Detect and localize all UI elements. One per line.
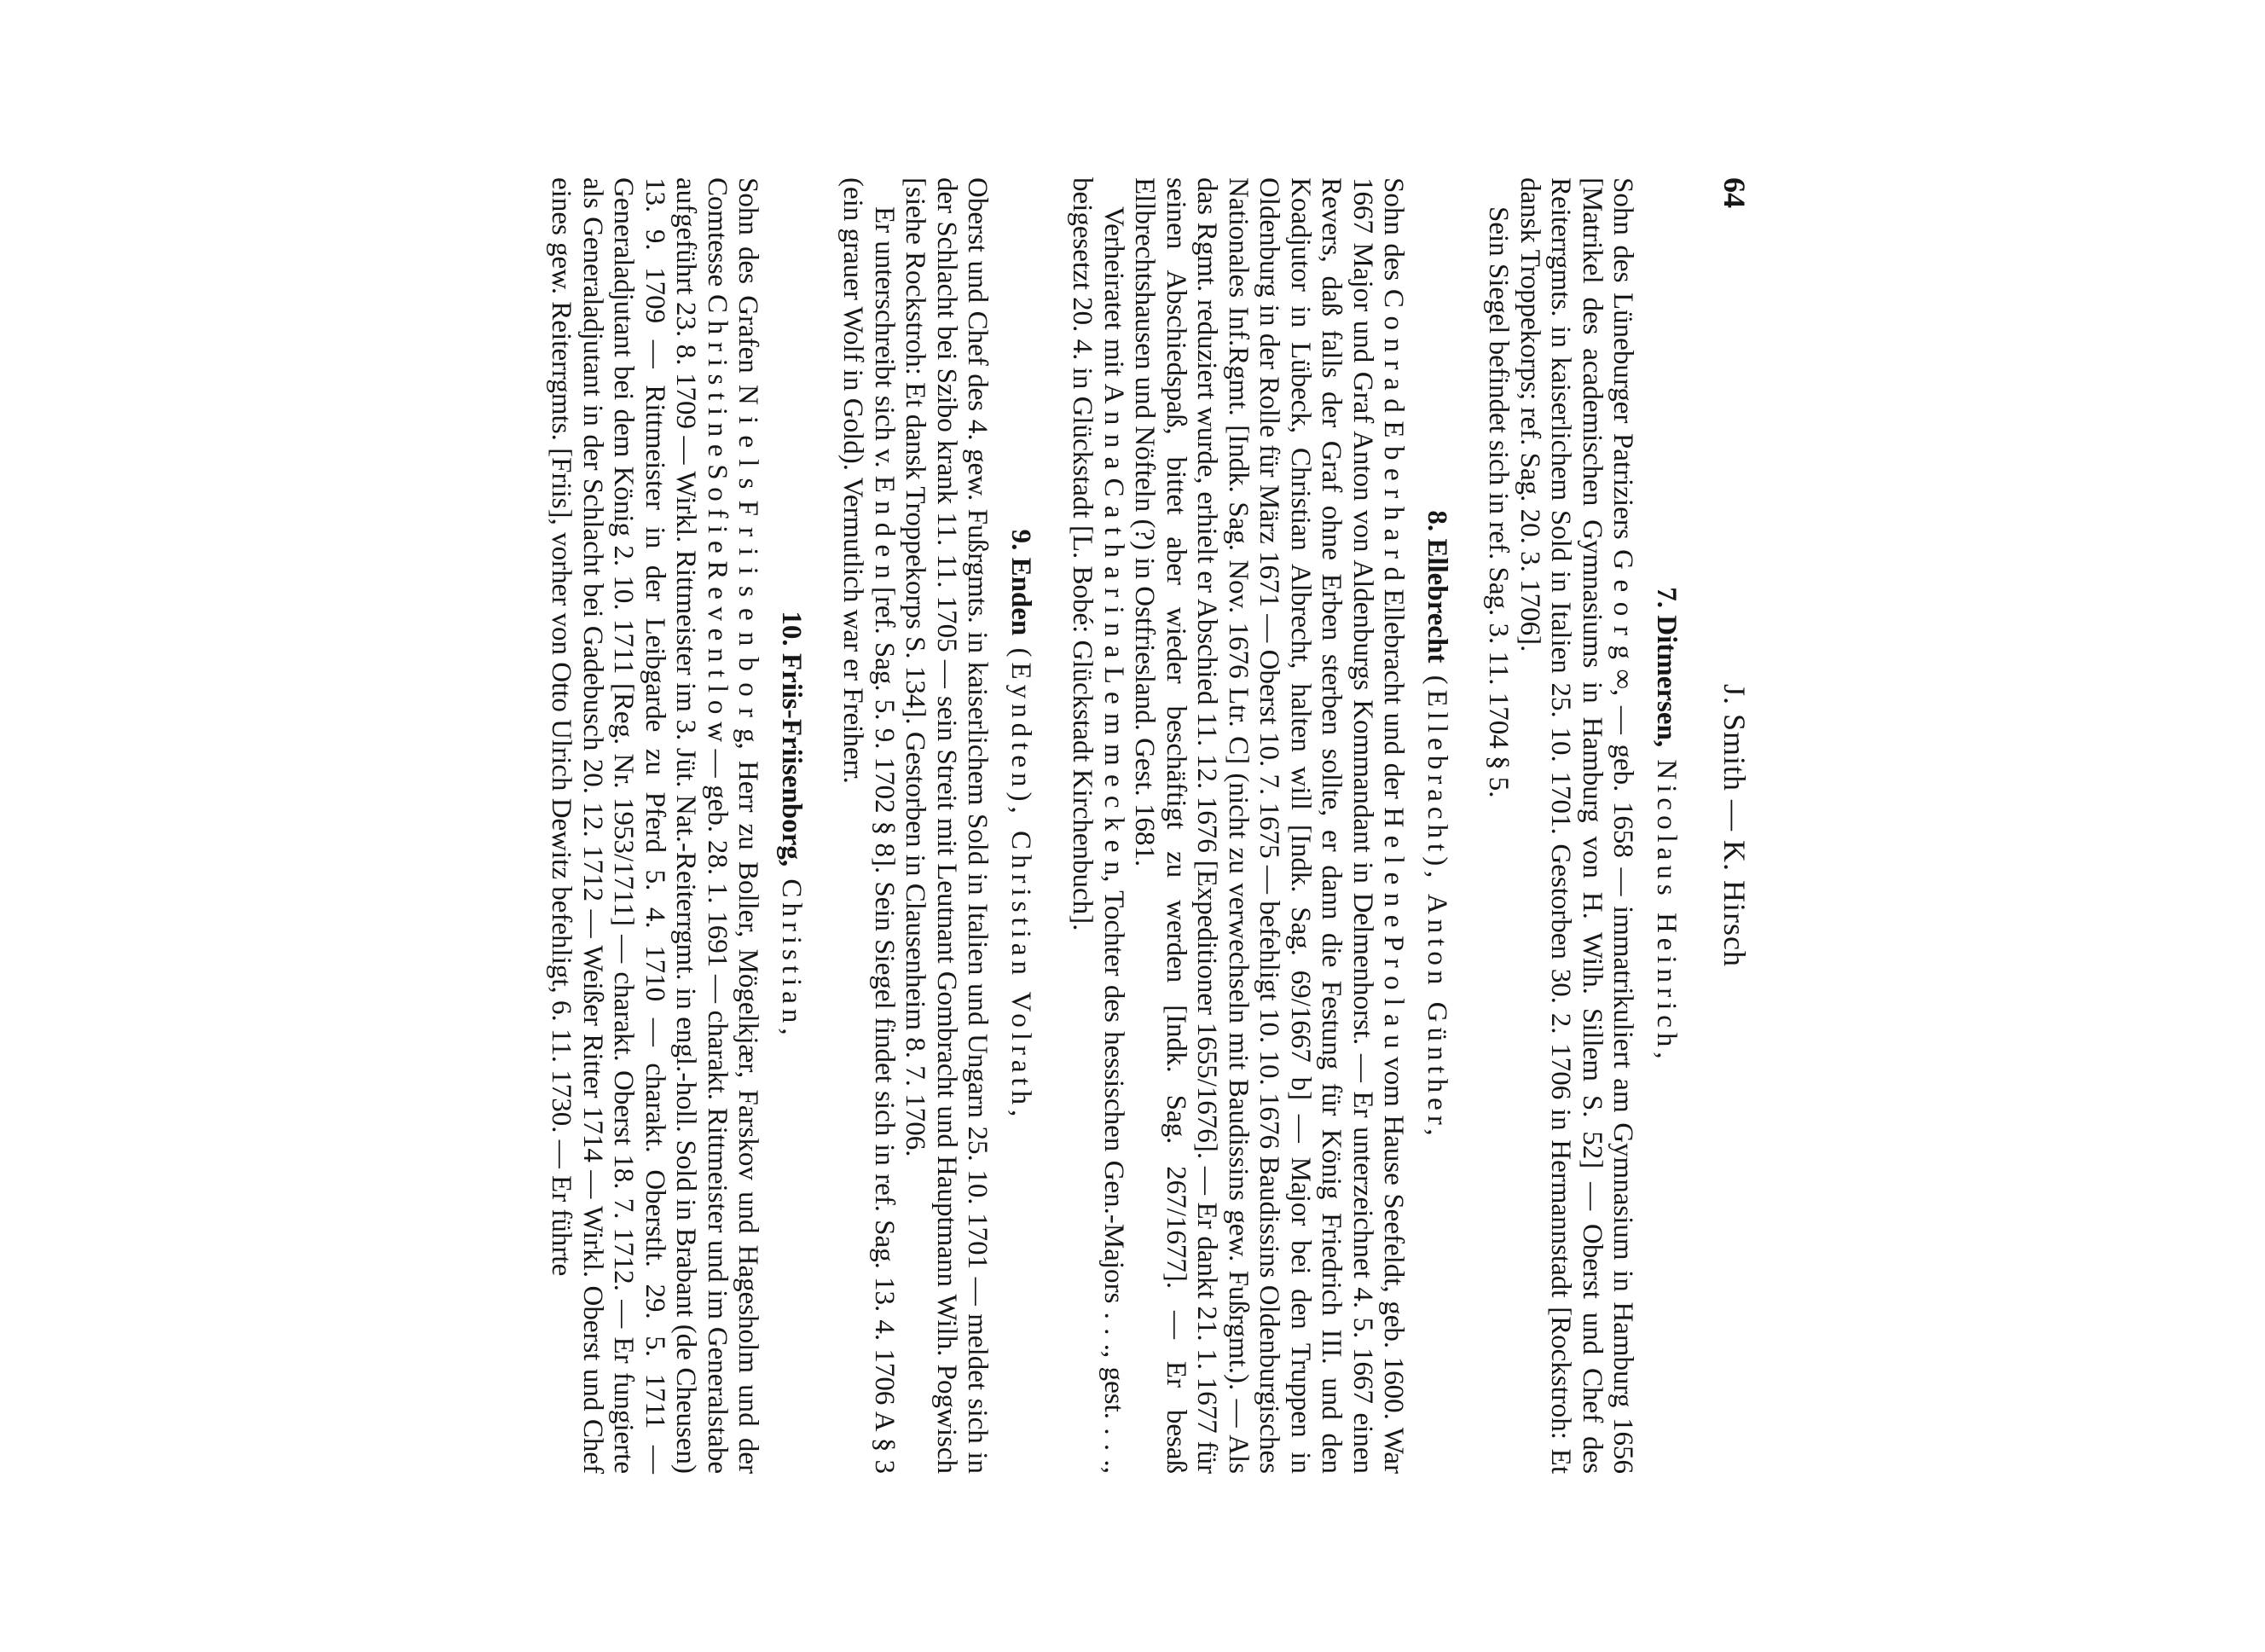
- entry-paragraph: Sein Siegel befindet sich in ref. Sag. 3. 11. 1704 § 5.: [1483, 206, 1515, 798]
- entry-ellebrecht: [1067, 177, 1452, 1474]
- entry-surname: Ellebrecht: [1422, 538, 1452, 664]
- entry-enden: [837, 177, 1036, 1474]
- entry-paragraph: Sohn des C o n r a d E b e r h a r d Ellebracht und der H e l e n e P r o l a u vom Hause Seefeldt, geb. 1600. War 1667 Major und Graf Anton von Aldenburgs Kommandant in Delmenhorst. — Er unterzeichnet 4. 5. 1667 einen Revers, daß falls der Graf ohne Erben sterben sollte, er dann die Festung für König Friedrich III. und den Koadjutor in Lübeck, Christian Albrecht, halten will [Indk. Sag. 69/1667 b] — Major bei den Truppen in Oldenburg in der Rolle für März 1671 — Oberst 10. 7. 1675 — befehligt 10. 10. 1676 Baudissins Oldenburgisches Nationales Inf.Rgmt. [Indk. Sag. Nov. 1676 Ltr. C] (nicht zu verwechseln mit Baudissins gew. Fußrgmt.). — Als das Rgmt. reduziert wurde, erhielt er Abschied 11. 12. 1676 [Expeditioner 1655/1676]. — Er dankt 21. 1. 1677 für seinen Abschiedspaß, bittet aber wieder beschäftigt zu werden [Indk. Sag. 267/1677]. — Er besaß Ellbrechtshausen und Nöfteln (?) in Ostfriesland. Gest. 1681.: [1129, 177, 1410, 1474]
- entry-number: 8.: [1422, 510, 1452, 532]
- page-number: 64: [1718, 177, 1752, 208]
- running-head-authors: J. Smith — K. Hirsch: [1718, 683, 1752, 967]
- entry-given-names: (Ellebracht), Anton Günther,: [1422, 663, 1452, 1141]
- entry-ditmersen: [1483, 177, 1682, 1474]
- entry-paragraph: Oberst und Chef des 4. gew. Fußrgmts. in kaiserlichem Sold in Italien und Ungarn 25. 10. 1701 — meldet sich in der Schlacht bei Szibo krank 11. 11. 1705 — sein Streit mit Leutnant Gombracht und Hauptmann Wilh. Pogwisch [siehe Rockstroh: Et dansk Troppekorps S. 134]. Gestorben in Clausenheim 8. 7. 1706.: [900, 177, 993, 1474]
- entry-friis-friisenborg: [546, 177, 807, 1474]
- entry-paragraph: Er unterschreibt sich v. E n d e n [ref. Sag. 5. 9. 1702 § 8]. Sein Siegel findet sich in ref. Sag. 13. 4. 1706 A § 3 (ein grauer Wolf in Gold). Vermutlich war er Freiherr.: [837, 177, 900, 1474]
- entry-given-names: Christian,: [776, 867, 807, 1040]
- entry-heading: [1651, 177, 1683, 1474]
- entry-surname: Friis-Friisenborg,: [776, 652, 807, 867]
- entry-heading: [1422, 177, 1453, 1474]
- entry-given-names: (Eyndten), Christian Volrath,: [1005, 635, 1036, 1122]
- entry-heading: [1005, 177, 1037, 1474]
- entry-paragraph: Sohn des Lüneburger Patriziers G e o r g ∞, — geb. 1658 — immatrikuliert am Gymnasium in Hamburg 1656 [Matrikel des academischen Gymnasiums in Hamburg von H. Wilh. Sillem S. 52] — Oberst und Chef des Reiterrgmts. in kaiserlichem Sold in Italien 25. 10. 1701. Gestorben 30. 2. 1706 in Hermannstadt [Rockstroh: Et dansk Troppekorps; ref. Sag. 20. 3. 1706].: [1515, 177, 1639, 1474]
- entry-number: 7.: [1651, 587, 1682, 609]
- entry-number: 9.: [1005, 529, 1036, 551]
- entry-paragraph: Sohn des Grafen N i e l s F r i i s e n b o r g, Herr zu Boller, Mögelkjær, Farskov und Hagesholm und der Comtesse C h r i s t i n e S o f i e R e v e n t l o w — geb. 28. 1. 1691 — charakt. Rittmeister und im Generalstabe aufgeführt 23. 8. 1709 — Wirkl. Rittmeister im 3. Jüt. Nat.-Reiterrgmt. in engl.-holl. Sold in Brabant (de Cheusen) 13. 9. 1709 — Rittmeister in der Leibgarde zu Pferd 5. 4. 1710 — charakt. Oberstlt. 29. 5. 1711 — Generaladjutant bei dem König 2. 10. 1711 [Reg. Nr. 1953/1711] — charakt. Oberst 18. 7. 1712. — Er fungierte als Generaladjutant in der Schlacht bei Gadebusch 20. 12. 1712 — Weißer Ritter 1714 — Wirkl. Oberst und Chef eines gew. Reiterrgmts. [Friis], vorher von Otto Ulrich Dewitz befehligt, 6. 11. 1730. — Er führte: [546, 177, 764, 1474]
- running-head: [1711, 177, 1750, 1474]
- entry-number: 10.: [776, 611, 807, 646]
- entry-given-names: Nicolaus Heinrich,: [1651, 747, 1682, 1064]
- entry-surname: Ditmersen,: [1651, 615, 1682, 748]
- entry-paragraph: Verheiratet mit A n n a C a t h a r i n a L e m m e c k e n, Tochter des hessischen Gen.-Majors . . ., gest. . . ., beigesetzt 20. 4. in Glückstadt [L. Bobé: Glückstadt Kirchenbuch].: [1067, 177, 1129, 1474]
- rotated-book-page: [515, 177, 1750, 1474]
- entry-heading: [776, 177, 808, 1474]
- entry-surname: Enden: [1005, 557, 1036, 636]
